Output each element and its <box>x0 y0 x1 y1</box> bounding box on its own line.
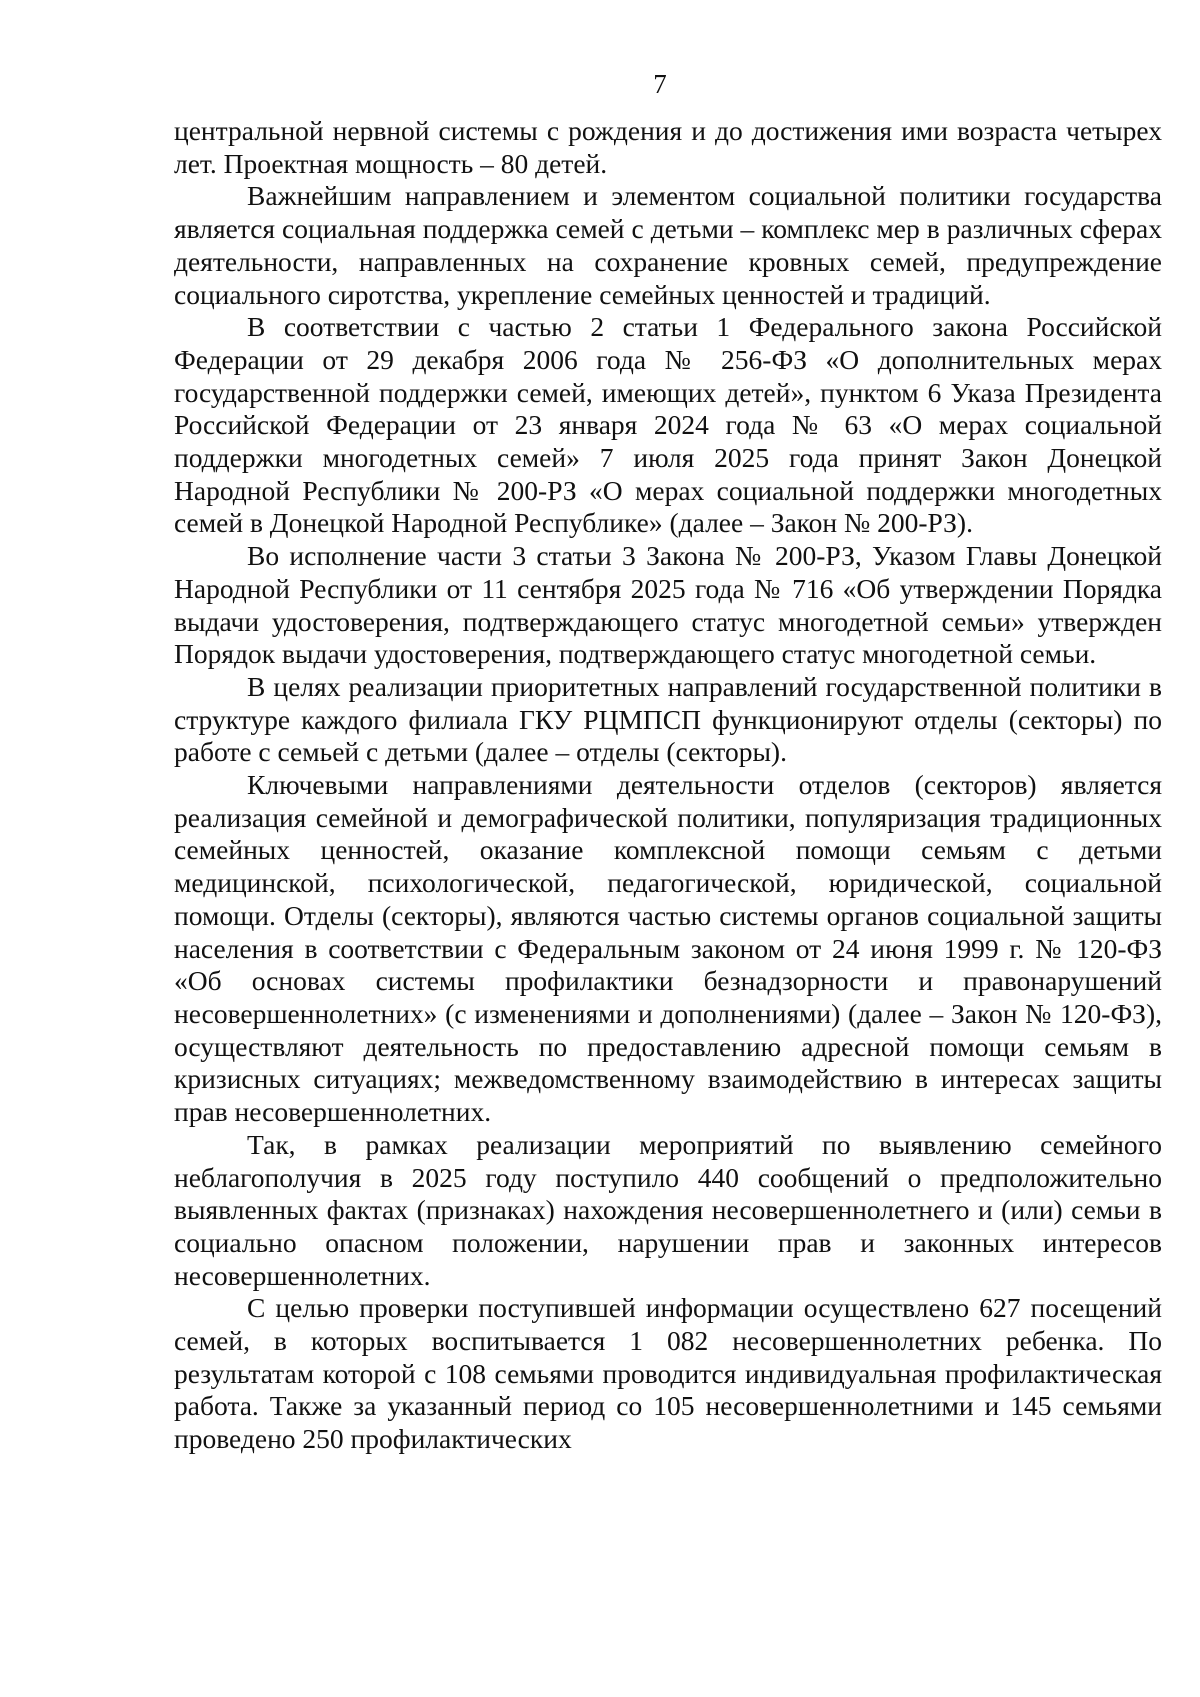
paragraph-reports-2025: Так, в рамках реализации мероприятий по выявлению семейного неблагополучия в 2025 году поступило 440 сообщений о предположительно выявленных фактах (признаках) нахождения несовершеннолетнего и (или) семьи в социально опасном положении, нарушении прав и законных интересов несовершеннолетних. <box>174 1128 1162 1291</box>
paragraph-social-support: Важнейшим направлением и элементом социальной политики государства является социальная поддержка семей с детьми – комплекс мер в различных сферах деятельности, направленных на сохранение кровных семей, предупреждение социального сиротства, укрепление семейных ценностей и традиций. <box>174 180 1162 310</box>
page-number: 7 <box>653 69 667 99</box>
paragraph-law-200-rz: В соответствии с частью 2 статьи 1 Федерального закона Российской Федерации от 29 декабря 2006 года № 256-ФЗ «О дополнительных мерах государственной поддержки семей, имеющих детей», пунктом 6 Указа Президента Российской Федерации от 23 января 2024 года № 63 «О мерах социальной поддержки многодетных семей» 7 июля 2025 года принят Закон Донецкой Народной Республики № 200-РЗ «О мерах социальной поддержки многодетных семей в Донецкой Народной Республике» (далее – Закон № 200-РЗ). <box>174 311 1162 539</box>
document-body <box>174 115 1162 1456</box>
paragraph-continuation: центральной нервной системы с рождения и до достижения ими возраста четырех лет. Проектная мощность – 80 детей. <box>174 115 1162 179</box>
paragraph-departments: В целях реализации приоритетных направлений государственной политики в структуре каждого филиала ГКУ РЦМПСП функционируют отделы (секторы) по работе с семьей с детьми (далее – отделы (секторы). <box>174 670 1162 768</box>
paragraph-family-visits: С целью проверки поступившей информации осуществлено 627 посещений семей, в которых воспитывается 1 082 несовершеннолетних ребенка. По результатам которой с 108 семьями проводится индивидуальная профилактическая работа. Также за указанный период со 105 несовершеннолетними и 145 семьями проведено 250 профилактических <box>174 1292 1162 1455</box>
paragraph-decree-716: Во исполнение части 3 статьи 3 Закона № 200-РЗ, Указом Главы Донецкой Народной Республики от 11 сентября 2025 года № 716 «Об утверждении Порядка выдачи удостоверения, подтверждающего статус многодетной семьи» утвержден Порядок выдачи удостоверения, подтверждающего статус многодетной семьи. <box>174 540 1162 670</box>
paragraph-key-directions: Ключевыми направлениями деятельности отделов (секторов) является реализация семейной и демографической политики, популяризация традиционных семейных ценностей, оказание комплексной помощи семьям с детьми медицинской, психологической, педагогической, юридической, социальной помощи. Отделы (секторы), являются частью системы органов социальной защиты населения в соответствии с Федеральным законом от 24 июня 1999 г. № 120-ФЗ «Об основах системы профилактики безнадзорности и правонарушений несовершеннолетних» (с изменениями и дополнениями) (далее – Закон № 120-ФЗ), осуществляют деятельность по предоставлению адресной помощи семьям в кризисных ситуациях; межведомственному взаимодействию в интересах защиты прав несовершеннолетних. <box>174 769 1162 1128</box>
